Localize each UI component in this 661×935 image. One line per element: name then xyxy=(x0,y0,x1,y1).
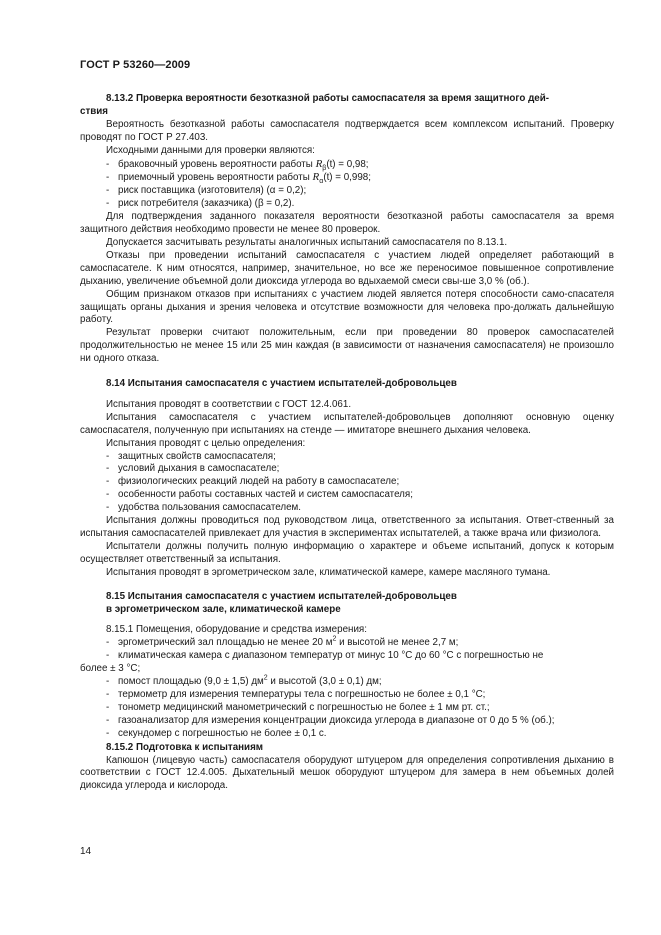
heading-8-13-2: 8.13.2 Проверка вероятности безотказной работы самоспасателя за время защитного дей- ствия xyxy=(80,93,550,117)
paragraph: Испытания проводят с целью определения: xyxy=(106,437,306,449)
paragraph: Капюшон (лицевую часть) самоспасателя оборудуют штуцером для определения сопротивления дыханию в соответствии с ГОСТ 12.4.005. Дыхательный мешок оборудуют штуцером для замера в нем объемных долей диоксида углерода и кислорода. xyxy=(80,754,614,792)
paragraph: Отказы при проведении испытаний самоспасателя с участием людей определяет работающий в самоспасателе. К ним относятся, например, значительное, но все же переносимое повышенное сопротивление дыханию, увеличение объемной доли диоксида углерода во вдыхаемой смеси свы-ше 3,0 % (об.). xyxy=(80,249,614,287)
paragraph: Вероятность безотказной работы самоспасателя подтверждается всем комплексом испытаний. Проверку проводят по ГОСТ Р 27.403. xyxy=(80,118,614,143)
paragraph: Результат проверки считают положительным, если при проведении 80 проверок самоспасателей продолжительностью не менее 15 или 25 мин каждая (в зависимости от назначения самоспасателя) не произошло ни одного отказа. xyxy=(80,327,614,365)
paragraph: Общим признаком отказов при испытаниях с участием людей является потеря способности само-спасателя защищать органы дыхания и зрения человека и отсутствие возможности для человека про-должать дальнейшую работу. xyxy=(80,288,614,326)
list-item: - газоанализатор для измерения концентрации диоксида углерода в диапазоне от 0 до 5 % (об.); xyxy=(106,714,555,726)
list-item: - секундомер с погрешностью не более ± 0,1 с. xyxy=(106,727,327,739)
list-item: - браковочный уровень вероятности работы $R_\beta(t) = 0,98$; xyxy=(106,157,369,172)
list-item: - физиологических реакций людей на работу в самоспасателе; xyxy=(106,476,400,488)
paragraph: 8.15.1 Помещения, оборудование и средства измерения: xyxy=(106,624,367,636)
list-item: - удобства пользования самоспасателем. xyxy=(106,502,301,514)
paragraph: Испытания самоспасателя с участием испытателей-добровольцев дополняют основную оценку самоспасателя, полученную при испытаниях на стенде — имитаторе внешнего дыхания человека. xyxy=(80,411,614,436)
heading-8-15-2: 8.15.2 Подготовка к испытаниям xyxy=(106,741,264,753)
standard-header: ГОСТ Р 53260—2009 xyxy=(80,59,191,71)
list-item: - термометр для измерения температуры тела с погрешностью не более ± 0,1 °С; xyxy=(106,688,486,700)
page-number: 14 xyxy=(80,846,92,857)
paragraph: Испытатели должны получить полную информацию о характере и объеме испытаний, допуск к которым осуществляет ответственный за испытания. xyxy=(80,540,614,565)
list-item: - риск потребителя (заказчика) (β = 0,2). xyxy=(106,198,295,210)
paragraph: Испытания должны проводиться под руководством лица, ответственного за испытания. Ответ-ственный за испытания самоспасателей привлекает для участия в экспериментах испытателей, а также врача или физиолога. xyxy=(80,515,614,539)
list-item: - помост площадью (9,0 ± 1,5) $дм^2$ и высотой (3,0 ± 0,1) дм; xyxy=(106,674,382,688)
list-item: - риск поставщика (изготовителя) (α = 0,2); xyxy=(106,185,307,197)
list-item: - защитных свойств самоспасателя; xyxy=(106,450,276,462)
list-item: - условий дыхания в самоспасателе; xyxy=(106,463,280,475)
list-item-continuation: более ± 3 °С; xyxy=(80,663,141,675)
paragraph: Для подтверждения заданного показателя вероятности безотказной работы самоспасателя за время защитного действия необходимо провести не менее 80 проверок. xyxy=(80,211,614,236)
list-item: - особенности работы составных частей и систем самоспасателя; xyxy=(106,489,413,501)
paragraph: Допускается засчитывать результаты аналогичных испытаний самоспасателя по 8.13.1. xyxy=(106,236,508,248)
paragraph: Исходными данными для проверки являются: xyxy=(106,144,315,156)
list-item: - эргометрический зал площадью не менее 20 $м^2$ и высотой не менее 2,7 м; xyxy=(106,636,459,649)
paragraph: Испытания проводят в соответствии с ГОСТ 12.4.061. xyxy=(106,398,352,410)
document-body xyxy=(80,92,614,793)
paragraph: Испытания проводят в эргометрическом зале, климатической камере, камере масляного тумана. xyxy=(106,566,551,578)
heading-8-14: 8.14 Испытания самоспасателя с участием испытателей-добровольцев xyxy=(106,378,457,390)
list-item: - приемочный уровень вероятности работы $R_\alpha(t) = 0,998$; xyxy=(106,171,371,186)
heading-8-15: 8.15 Испытания самоспасателя с участием испытателей-добровольцев в эргометрическом зале, климатической камере xyxy=(106,590,457,615)
list-item: - климатическая камера с диапазоном температур от минус 10 °С до 60 °С с погрешностью не xyxy=(106,650,544,662)
list-item: - тонометр медицинский манометрический с погрешностью не более ± 1 мм рт. ст.; xyxy=(106,701,490,713)
